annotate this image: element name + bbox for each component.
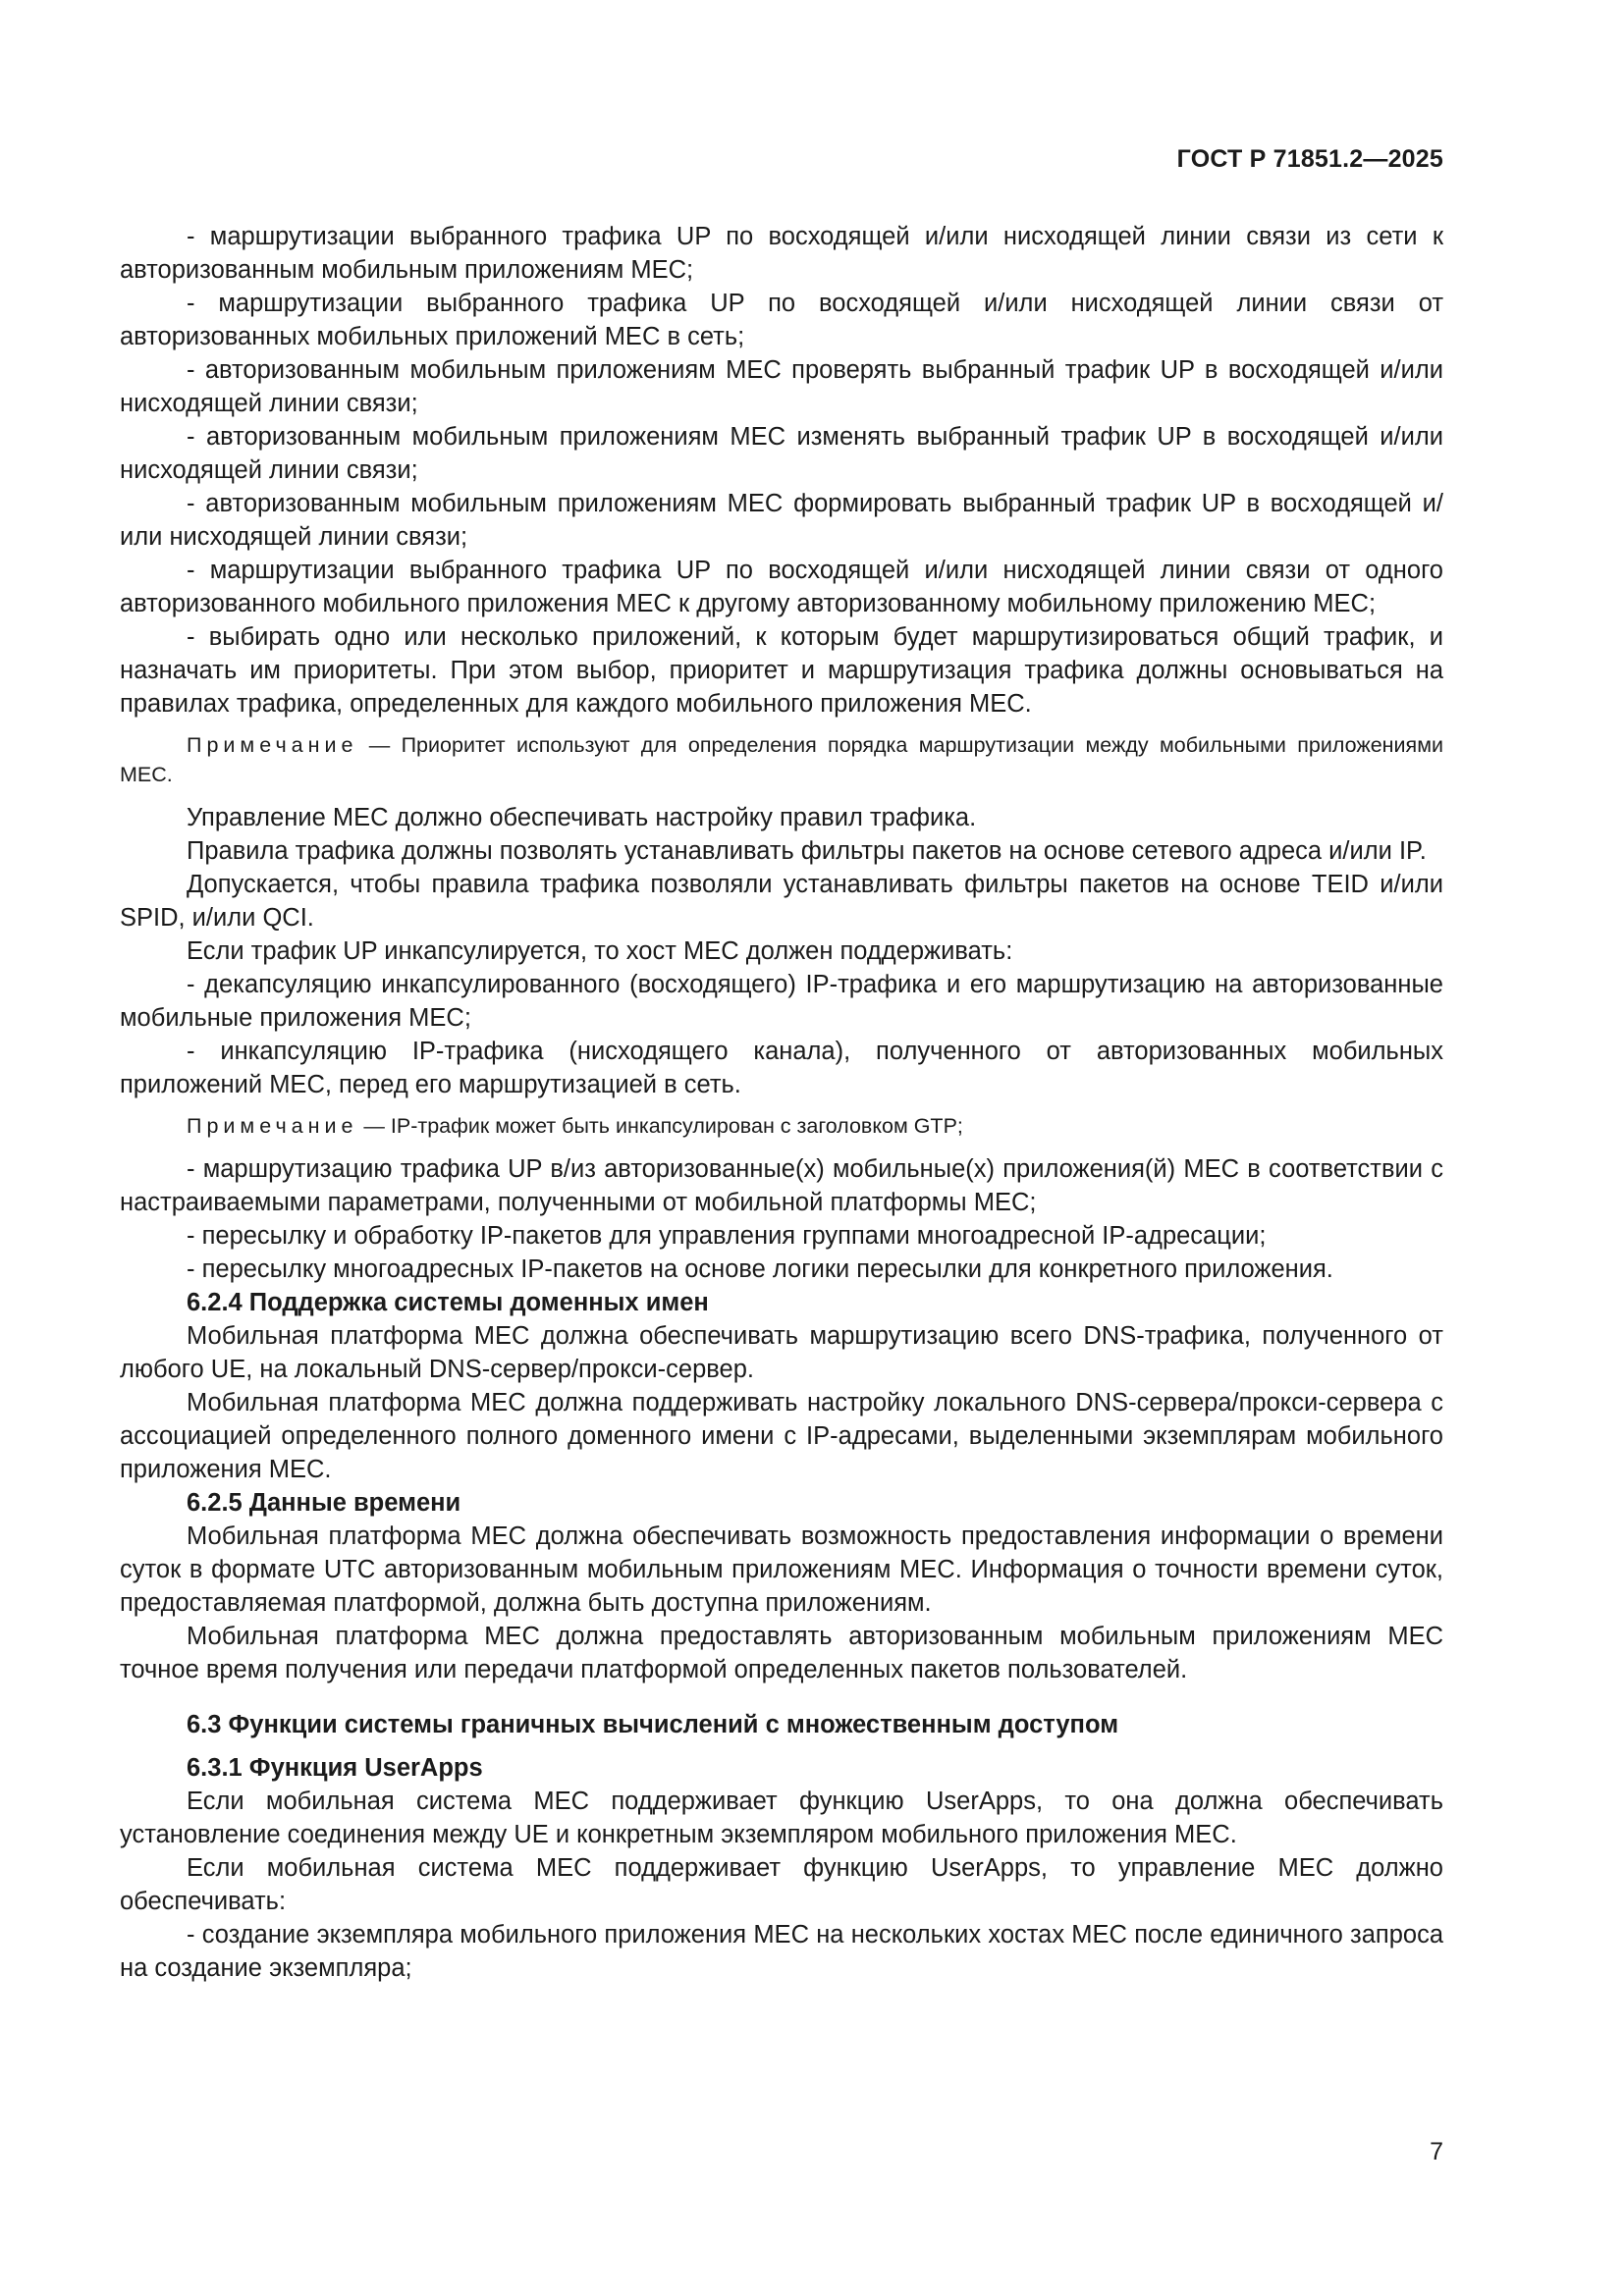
paragraph: Мобильная платформа МЕС должна обеспечивать возможность предоставления информации о времени суток в формате UTC авторизованным мобильным приложениям МЕС. Информация о точности времени суток, предоставляемая платформой, должна быть доступна приложениям.: [120, 1522, 1443, 1617]
note-text: — IP-трафик может быть инкапсулирован с заголовком GTP;: [357, 1114, 963, 1138]
paragraph: Мобильная платформа МЕС должна предоставлять авторизованным мобильным приложениям МЕС точное время получения или передачи платформой определенных пакетов пользователей.: [120, 1623, 1443, 1683]
paragraph: Мобильная платформа МЕС должна поддерживать настройку локального DNS-сервера/прокси-сервера с ассоциацией определенного полного доменного имени с IP-адресами, выделенными экземплярам мобильного приложения МЕС.: [120, 1389, 1443, 1483]
paragraph: Допускается, чтобы правила трафика позволяли устанавливать фильтры пакетов на основе TEID и/или SPID, и/или QCI.: [120, 871, 1443, 932]
note-label: Примечание: [187, 733, 358, 757]
paragraph: Мобильная платформа МЕС должна обеспечивать маршрутизацию всего DNS-трафика, полученного от любого UE, на локальный DNS-сервер/прокси-сервер.: [120, 1322, 1443, 1383]
list-item: - выбирать одно или несколько приложений, к которым будет маршрутизироваться общий трафик, и назначать им приоритеты. При этом выбор, приоритет и маршрутизация трафика должны основываться на правилах трафика, определенных для каждого мобильного приложения МЕС.: [120, 623, 1443, 718]
list-item: - маршрутизацию трафика UP в/из авторизованные(х) мобильные(х) приложения(й) МЕС в соответствии с настраиваемыми параметрами, полученными от мобильной платформы МЕС;: [120, 1155, 1443, 1216]
list-item: - маршрутизации выбранного трафика UP по восходящей и/или нисходящей линии связи от одного авторизованного мобильного приложения МЕС к другому авторизованному мобильному приложению МЕС;: [120, 557, 1443, 617]
paragraph: Если трафик UP инкапсулируется, то хост МЕС должен поддерживать:: [187, 937, 1013, 965]
heading-6-2-4: 6.2.4 Поддержка системы доменных имен: [187, 1289, 709, 1316]
document-body: [120, 220, 1443, 1985]
list-item: - авторизованным мобильным приложениям МЕС формировать выбранный трафик UP в восходящей и/или нисходящей линии связи;: [120, 490, 1443, 551]
list-item: - маршрутизации выбранного трафика UP по восходящей и/или нисходящей линии связи из сети к авторизованным мобильным приложениям МЕС;: [120, 223, 1443, 284]
list-item: - инкапсуляцию IP-трафика (нисходящего канала), полученного от авторизованных мобильных приложений МЕС, перед его маршрутизацией в сеть.: [120, 1038, 1443, 1098]
note-priority: [120, 730, 1443, 789]
list-item: - создание экземпляра мобильного приложения МЕС на нескольких хостах МЕС после единичного запроса на создание экземпляра;: [120, 1921, 1443, 1982]
list-item: - пересылку и обработку IP-пакетов для управления группами многоадресной IP-адресации;: [187, 1222, 1267, 1250]
paragraph: Если мобильная система МЕС поддерживает функцию UserApps, то она должна обеспечивать установление соединения между UE и конкретным экземпляром мобильного приложения МЕС.: [120, 1788, 1443, 1848]
list-item: - авторизованным мобильным приложениям МЕС проверять выбранный трафик UP в восходящей и/или нисходящей линии связи;: [120, 356, 1443, 417]
paragraph: Управление МЕС должно обеспечивать настройку правил трафика.: [187, 804, 977, 831]
heading-6-2-5: 6.2.5 Данные времени: [187, 1489, 461, 1517]
heading-6-3-1: 6.3.1 Функция UserApps: [187, 1754, 483, 1782]
list-item: - авторизованным мобильным приложениям МЕС изменять выбранный трафик UP в восходящей и/или нисходящей линии связи;: [120, 423, 1443, 484]
note-gtp: [120, 1111, 1443, 1141]
paragraph: Если мобильная система МЕС поддерживает функцию UserApps, то управление МЕС должно обеспечивать:: [120, 1854, 1443, 1915]
note-label: Примечание: [187, 1114, 358, 1138]
paragraph: Правила трафика должны позволять устанавливать фильтры пакетов на основе сетевого адреса и/или IP.: [187, 837, 1427, 865]
list-item: - маршрутизации выбранного трафика UP по восходящей и/или нисходящей линии связи от авторизованных мобильных приложений МЕС в сеть;: [120, 290, 1443, 350]
note-text: — Приоритет используют для определения порядка маршрутизации между мобильными приложениями МЕС.: [120, 733, 1443, 786]
document-header-code: ГОСТ Р 71851.2—2025: [1176, 145, 1443, 173]
page-number: 7: [1430, 2138, 1443, 2165]
list-item: - декапсуляцию инкапсулированного (восходящего) IP-трафика и его маршрутизацию на авторизованные мобильные приложения МЕС;: [120, 971, 1443, 1032]
list-item: - пересылку многоадресных IP-пакетов на основе логики пересылки для конкретного приложения.: [187, 1255, 1333, 1283]
heading-6-3: 6.3 Функции системы граничных вычислений с множественным доступом: [187, 1711, 1119, 1738]
